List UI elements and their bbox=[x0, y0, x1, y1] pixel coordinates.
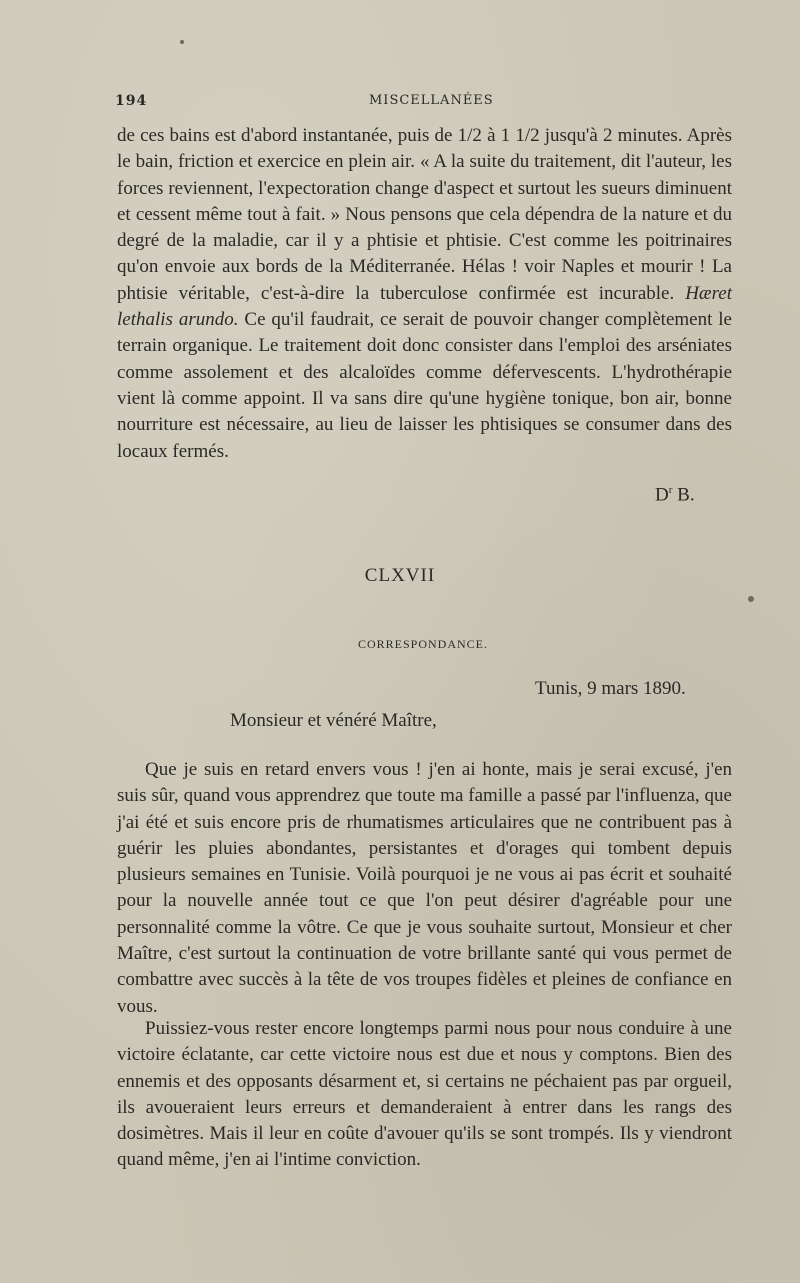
letter-paragraph: Que je suis en retard envers vous ! j'en ai honte, mais je serai excusé, j'en suis sûr, quand vous apprendrez que toute ma famille a passé par l'influenza, que j'ai été et suis encore pris de rhumatismes articulaires que ne contribuent pas à guérir les pluies abondantes, persistantes et d'orages qui tombent depuis plusieurs semaines en Tunisie. Voilà pourquoi je ne vous ai pas écrit et souhaité pour la nouvelle année tout ce que l'on peut désirer d'agréable pour une personnalité comme la vôtre. Ce que je vous souhaite surtout, Monsieur et cher Maître, c'est surtout la continuation de votre brillante santé qui vous permet de combattre avec succès à la tête de vos troupes fidèles et pleines de confiance en vous. bbox=[117, 759, 732, 1017]
paper-speck bbox=[748, 596, 754, 602]
page-number: 194 bbox=[115, 93, 148, 109]
signature-superscript: r bbox=[668, 484, 673, 496]
letter-paragraph: Puissiez-vous rester encore longtemps parmi nous pour nous conduire à une victoire éclatante, car cette victoire nous est due et nous y comptons. Bien des ennemis et des opposants désarment et, si certains ne péchaient pas par orgueil, ils avoueraient leurs erreurs et demanderaient à entrer dans les rangs des dosimètres. Mais il leur en coûte d'avouer qu'ils se sont trompés. Ils y viendront quand même, j'en ai l'intime conviction. bbox=[117, 1018, 732, 1171]
letter-place-date: Tunis, 9 mars 1890. bbox=[535, 678, 686, 699]
paragraph-text: de ces bains est d'abord instantanée, puis de 1/2 à 1 1/2 jusqu'à 2 minutes. Après le bain, friction et exercice en plein air. « A la suite du traitement, dit l'auteur, les forces reviennent, l'expectoration change d'aspect et surtout les sueurs diminuent et cessent même tout à fait. » Nous pensons que cela dépendra de la nature et du degré de la maladie, car il y a phtisie et phtisie. C'est comme les poitrinaires qu'on envoie aux bords de la Méditerranée. Hélas ! voir Naples et mourir ! La phtisie véritable, c'est-à-dire la tuberculose confirmée est incurable. bbox=[117, 125, 732, 304]
section-number: CLXVII bbox=[364, 565, 436, 586]
paragraph-text-end: Ce qu'il faudrait, ce serait de pouvoir changer complètement le terrain organique. Le traitement doit donc consister dans l'emploi des arséniates comme assolement et des alcaloïdes comme défervescents. L'hydrothérapie vient là comme appoint. Il va sans dire qu'une hygiène tonique, bon air, bonne nourriture est nécessaire, au lieu de laisser les phtisiques se consumer dans des locaux fermés. bbox=[117, 309, 732, 462]
running-title: MISCELLANÉES bbox=[369, 93, 494, 108]
signature-initial: B. bbox=[672, 484, 695, 506]
author-signature bbox=[655, 484, 695, 506]
section-title: CORRESPONDANCE. bbox=[357, 637, 489, 651]
latin-quote: Hæret lethalis arundo. bbox=[117, 282, 732, 331]
running-header bbox=[115, 93, 735, 113]
paragraph-continued bbox=[117, 123, 732, 465]
paper-speck bbox=[180, 40, 184, 44]
letter-salutation: Monsieur et vénéré Maître, bbox=[230, 710, 437, 731]
signature-prefix: D bbox=[655, 484, 669, 506]
